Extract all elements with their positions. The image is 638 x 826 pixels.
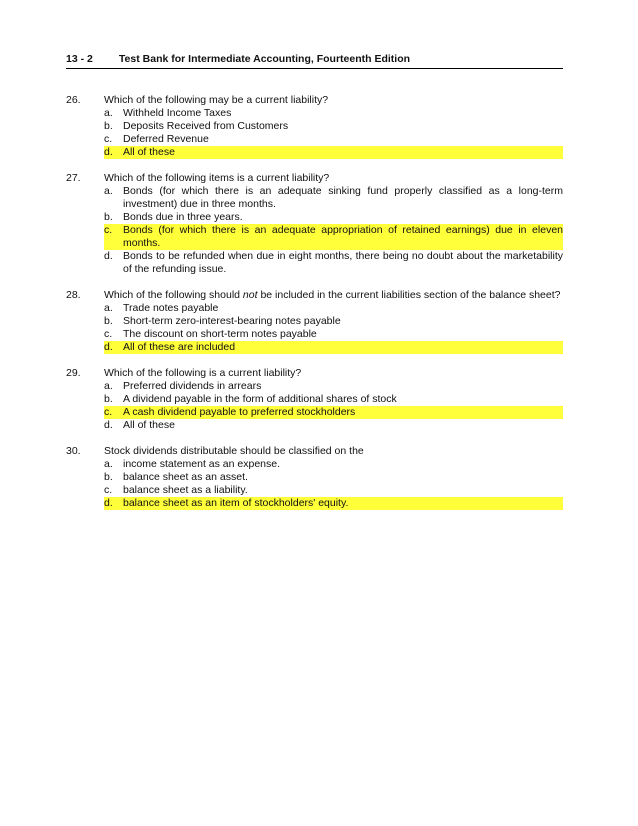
answer-option	[104, 211, 563, 224]
option-text: balance sheet as a liability.	[123, 484, 248, 496]
stem-text: be included in the current liabilities section of the balance sheet?	[257, 289, 561, 301]
option-text: Withheld Income Taxes	[123, 107, 232, 119]
option-text: Preferred dividends in arrears	[123, 380, 262, 392]
option-text: Bonds (for which there is an adequate sinking fund properly classified as a long-term investment) due in three months.	[123, 185, 563, 210]
option-label: c.	[104, 224, 113, 236]
question-stem	[104, 289, 563, 302]
question-27	[66, 172, 563, 276]
option-label: d.	[104, 250, 113, 262]
option-text: A dividend payable in the form of additional shares of stock	[123, 393, 397, 405]
option-text: Bonds (for which there is an adequate appropriation of retained earnings) due in eleven months.	[123, 224, 563, 249]
option-label: d.	[104, 419, 113, 431]
question-29	[66, 367, 563, 432]
option-label: a.	[104, 185, 113, 197]
option-text: balance sheet as an item of stockholders' equity.	[123, 497, 349, 509]
option-text: Bonds to be refunded when due in eight months, there being no doubt about the marketability of the refunding issue.	[123, 250, 563, 275]
question-26	[66, 94, 563, 159]
answer-option	[104, 133, 563, 146]
answer-option	[104, 484, 563, 497]
question-stem: Which of the following items is a current liability?	[104, 172, 330, 184]
answer-option	[104, 250, 563, 276]
answer-option	[104, 380, 563, 393]
option-label: c.	[104, 484, 113, 496]
option-text: balance sheet as an asset.	[123, 471, 248, 483]
answer-option-highlighted	[104, 406, 563, 419]
question-stem: Which of the following is a current liability?	[104, 367, 302, 379]
option-text: Deposits Received from Customers	[123, 120, 289, 132]
option-text: Short-term zero-interest-bearing notes payable	[123, 315, 341, 327]
option-label: b.	[104, 471, 113, 483]
option-text: income statement as an expense.	[123, 458, 281, 470]
answer-option-highlighted	[104, 497, 563, 510]
option-label: a.	[104, 302, 113, 314]
answer-option	[104, 120, 563, 133]
question-number: 26.	[66, 94, 81, 106]
option-label: d.	[104, 497, 113, 509]
option-text: All of these are included	[123, 341, 236, 353]
answer-option	[104, 107, 563, 120]
answer-option	[104, 419, 563, 432]
question-stem: Stock dividends distributable should be classified on the	[104, 445, 364, 457]
page-header	[66, 52, 563, 69]
option-label: c.	[104, 133, 113, 145]
option-label: b.	[104, 120, 113, 132]
option-label: b.	[104, 393, 113, 405]
option-label: b.	[104, 211, 113, 223]
question-number: 28.	[66, 289, 81, 301]
answer-option	[104, 315, 563, 328]
stem-emphasis: not	[242, 289, 258, 301]
answer-option-highlighted	[104, 146, 563, 159]
answer-option-highlighted	[104, 224, 563, 250]
answer-option	[104, 393, 563, 406]
question-number: 27.	[66, 172, 81, 184]
answer-option	[104, 458, 563, 471]
page-number: 13 - 2	[66, 53, 93, 65]
option-text: Bonds due in three years.	[123, 211, 243, 223]
stem-text: Which of the following should	[104, 289, 243, 301]
option-text: All of these	[123, 146, 175, 158]
question-list	[66, 94, 563, 523]
answer-option	[104, 328, 563, 341]
option-label: d.	[104, 146, 113, 158]
answer-option	[104, 185, 563, 211]
option-label: a.	[104, 107, 113, 119]
option-label: b.	[104, 315, 113, 327]
option-label: c.	[104, 406, 113, 418]
option-text: The discount on short-term notes payable	[123, 328, 317, 340]
option-label: c.	[104, 328, 113, 340]
question-stem: Which of the following may be a current liability?	[104, 94, 329, 106]
book-title: Test Bank for Intermediate Accounting, Fourteenth Edition	[118, 53, 411, 65]
answer-option	[104, 302, 563, 315]
option-text: Deferred Revenue	[123, 133, 209, 145]
question-28	[66, 289, 563, 354]
option-text: A cash dividend payable to preferred stockholders	[123, 406, 356, 418]
option-label: a.	[104, 380, 113, 392]
answer-option	[104, 471, 563, 484]
answer-option-highlighted	[104, 341, 563, 354]
option-label: a.	[104, 458, 113, 470]
question-number: 30.	[66, 445, 81, 457]
option-text: Trade notes payable	[123, 302, 219, 314]
question-30	[66, 445, 563, 510]
question-number: 29.	[66, 367, 81, 379]
option-label: d.	[104, 341, 113, 353]
option-text: All of these	[123, 419, 175, 431]
